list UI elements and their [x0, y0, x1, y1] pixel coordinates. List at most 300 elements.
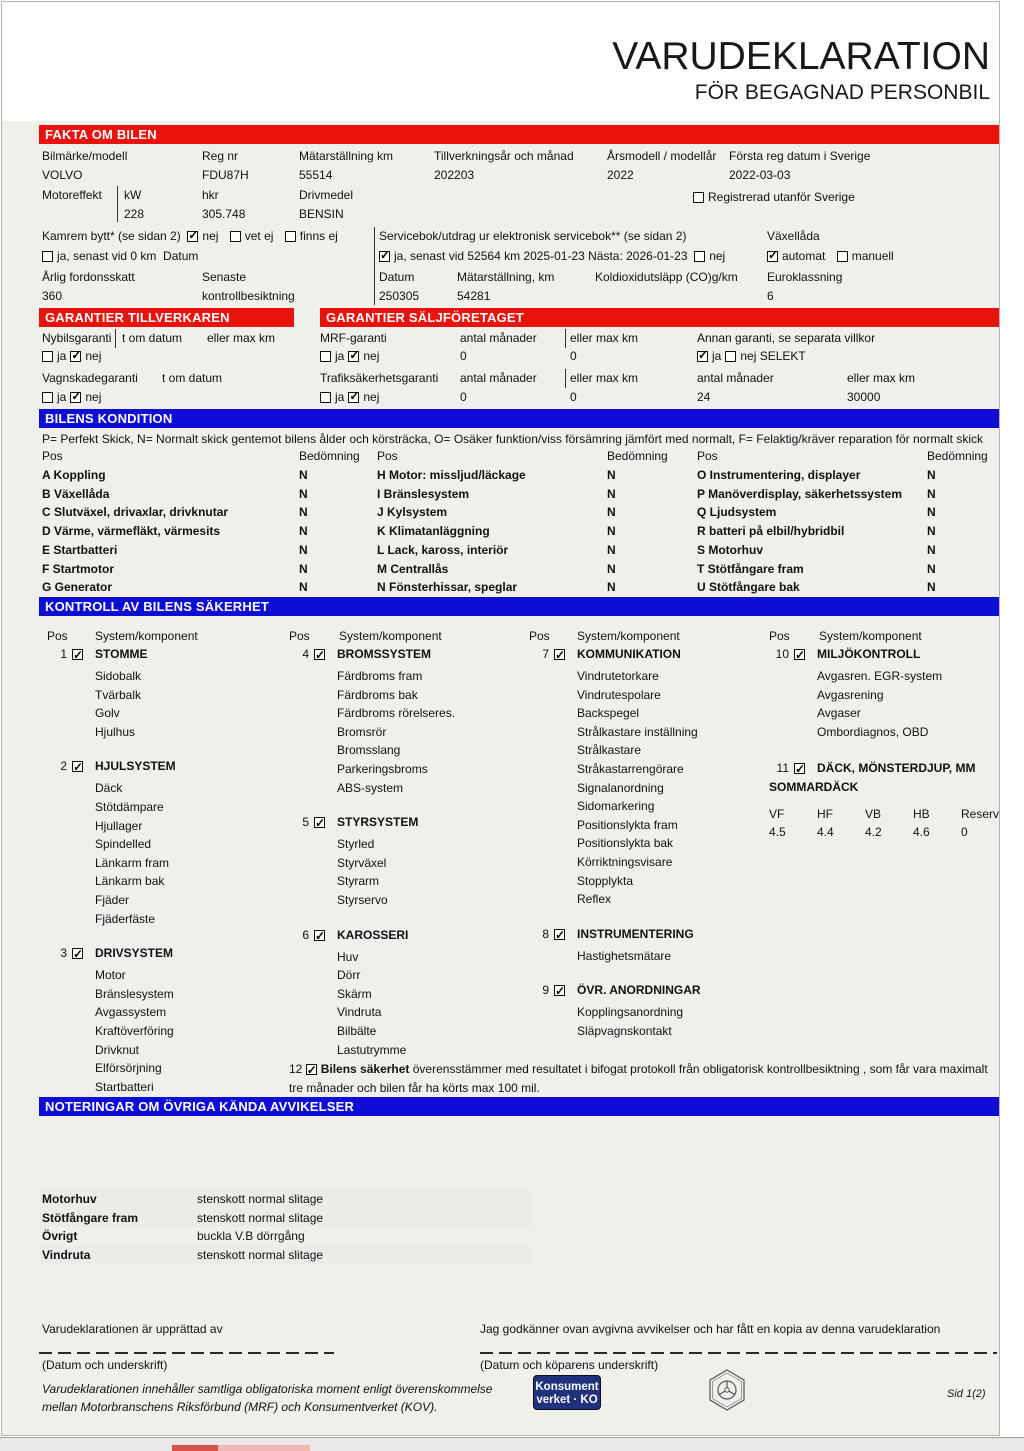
kondition-row	[377, 522, 616, 541]
kontroll-item: Startbatteri	[95, 1079, 154, 1094]
field-value-odometer: 55514	[299, 168, 333, 182]
kontroll-item: Fjäder	[95, 892, 130, 907]
kondition-grade: N	[299, 542, 308, 557]
checkbox-kamrem-ja[interactable]	[42, 251, 53, 262]
group-number: 2	[60, 759, 67, 774]
kontroll-item: Fjäderfäste	[95, 911, 156, 926]
kondition-column-2	[377, 466, 616, 597]
kondition-item-label: I Bränslesystem	[377, 486, 470, 501]
field-value-kw: 228	[124, 207, 145, 221]
field-label: kW	[124, 188, 142, 202]
kontroll-item: Länkarm bak	[95, 874, 165, 889]
kondition-row	[377, 503, 616, 522]
field-value-tax: 360	[42, 289, 63, 303]
group-name: STOMME	[95, 647, 148, 661]
kontroll-item: Avgasrening	[817, 687, 884, 702]
kondition-row	[42, 560, 308, 579]
kontroll-item: Styrservo	[337, 892, 388, 907]
kontroll-item: Stråkastarrengörare	[577, 761, 684, 776]
kontroll-item: Länkarm fram	[95, 855, 170, 870]
checkbox-trafik-ja[interactable]	[320, 392, 331, 403]
kondition-row	[42, 578, 308, 597]
section-header-garantier-saljforetaget: GARANTIER SÄLJFÖRETAGET	[320, 308, 999, 327]
kondition-column-1	[42, 466, 308, 597]
tyre-depth-value: 4.4	[817, 825, 834, 840]
group-checkbox[interactable]	[72, 649, 83, 660]
group-name: INSTRUMENTERING	[577, 926, 694, 941]
gearbox-field	[767, 249, 902, 263]
tyre-position-label: VF	[769, 806, 785, 821]
kondition-row	[697, 541, 936, 560]
field-label: antal månader	[460, 331, 537, 345]
checkbox-label: nej	[709, 249, 726, 263]
group-name: DRIVSYSTEM	[95, 946, 174, 961]
field-label: Drivmedel	[299, 188, 354, 202]
kontroll-item: Bromsrör	[337, 724, 387, 739]
checkbox-label: vet ej	[244, 229, 274, 243]
kondition-grade: N	[299, 580, 308, 595]
kontroll-item: Hjullager	[95, 818, 143, 833]
field-label: Bilmärke/modell	[42, 149, 128, 163]
kontroll-column-3	[529, 645, 769, 1057]
window-bottom-strip	[0, 1437, 1024, 1451]
field-label: Reg nr	[202, 149, 239, 163]
checkbox-label: ja	[57, 349, 67, 363]
tyre-depth-value: 4.2	[865, 825, 882, 840]
checkbox-manuell[interactable]	[837, 251, 848, 262]
field-label: eller max km	[847, 371, 916, 385]
doc-subtitle: FÖR BEGAGNAD PERSONBIL	[694, 81, 990, 104]
note-row	[39, 1209, 532, 1228]
group-number: 4	[302, 647, 309, 661]
servicebok-ja-field	[379, 249, 725, 263]
page-number: Sid 1(2)	[947, 1388, 986, 1400]
group-checkbox[interactable]	[314, 817, 325, 828]
group-name: DÄCK, MÖNSTERDJUP, MM	[817, 761, 976, 775]
checkbox-servicebok-ja[interactable]	[379, 251, 390, 262]
note-value: stenskott normal slitage	[197, 1210, 324, 1225]
kontroll-item: Skärm	[337, 986, 372, 1001]
kontroll-item: Huv	[337, 949, 359, 964]
field-value-hkr: 305.748	[202, 207, 246, 221]
tyre-subtitle: SOMMARDÄCK	[769, 780, 859, 794]
group-checkbox[interactable]	[314, 930, 325, 941]
kontroll-group	[289, 645, 529, 797]
divider	[565, 369, 566, 388]
group-checkbox[interactable]	[794, 763, 805, 774]
field-label: Växellåda	[767, 229, 820, 243]
group-checkbox[interactable]	[554, 985, 565, 996]
document-page	[1, 1, 1000, 1436]
field-value-trafik-maxkm: 0	[570, 390, 577, 404]
approval-label: Jag godkänner ovan avgivna avvikelser och har fått en kopia av denna varudeklaration	[480, 1322, 941, 1336]
field-value-mrf-months: 0	[460, 349, 467, 363]
checkbox-label: ja	[712, 349, 722, 363]
disclaimer-line-2: mellan Motorbranschens Riksförbund (MRF) och Konsumentverket (KOV).	[42, 1400, 438, 1414]
checkbox-label: nej	[740, 349, 757, 363]
column-header-pos: Pos	[769, 629, 790, 643]
kontroll-group	[289, 813, 529, 909]
group-number: 8	[542, 926, 549, 941]
tyre-depth-value: 0	[961, 825, 968, 840]
checkbox-mrf-nej[interactable]	[348, 351, 359, 362]
group-checkbox[interactable]	[314, 649, 325, 660]
field-label: hkr	[202, 188, 219, 202]
kontroll-item: Strålkastare	[577, 743, 642, 758]
kondition-item-label: U Stötfångare bak	[697, 580, 800, 595]
kondition-grade: N	[299, 486, 308, 501]
column-header-pos: Pos	[42, 449, 63, 463]
kondition-grade: N	[607, 542, 616, 557]
kondition-grade: N	[299, 524, 308, 539]
kontroll-item: Strålkastare inställning	[577, 724, 698, 739]
badge-line: Konsument	[535, 1381, 599, 1393]
field-label: Senaste	[202, 270, 247, 284]
annan-garanti-field	[697, 349, 806, 363]
field-value-annan-maxkm: 30000	[847, 390, 881, 404]
kondition-item-label: S Motorhuv	[697, 542, 763, 557]
kontroll-group	[529, 981, 769, 1040]
kontroll-item: Färdbroms rörelseres.	[337, 706, 456, 721]
checkbox-label: ja	[335, 349, 345, 363]
checkbox-nybils-ja[interactable]	[42, 351, 53, 362]
field-label: Tillverkningsår och månad	[434, 149, 574, 163]
checkbox-label: nej	[363, 349, 380, 363]
kontroll-item: Parkeringsbroms	[337, 761, 428, 776]
field-label: Nybilsgaranti	[42, 331, 112, 345]
kontroll-item: Tvärbalk	[95, 687, 142, 702]
checkbox-vagnskade-nej[interactable]	[70, 392, 81, 403]
kondition-item-label: P Manöverdisplay, säkerhetssystem	[697, 486, 902, 501]
kontroll-group	[47, 944, 287, 1096]
kondition-row	[697, 560, 936, 579]
kondition-row	[377, 541, 616, 560]
kondition-grade: N	[927, 468, 936, 482]
kondition-item-label: T Stötfångare fram	[697, 561, 804, 576]
group-checkbox[interactable]	[306, 1064, 317, 1075]
kontroll-item: Stopplykta	[577, 873, 634, 888]
divider	[374, 227, 375, 305]
kondition-row	[697, 522, 936, 541]
column-header-system: System/komponent	[577, 629, 680, 643]
kondition-grade: N	[927, 505, 936, 520]
divider	[115, 329, 116, 348]
field-label: Kamrem bytt* (se sidan 2)	[42, 229, 181, 243]
group-number: 5	[302, 815, 309, 830]
checkbox-label: automat	[782, 249, 826, 263]
kondition-item-label: H Motor: missljud/läckage	[377, 468, 526, 482]
checkbox-kamrem-nej[interactable]	[187, 231, 198, 242]
kontroll-item: Positionslykta bak	[577, 836, 674, 851]
kondition-legend: P= Perfekt Skick, N= Normalt skick gentemot bilens ålder och körsträcka, O= Osäker funktion/viss försämring jämfört med normalt, F= Felaktig/kräver reparation för normalt skick	[42, 432, 984, 446]
field-label: eller max km	[207, 331, 276, 345]
tyre-column	[913, 805, 961, 842]
kondition-grade: N	[927, 524, 936, 539]
field-label: Årsmodell / modellår	[607, 149, 717, 163]
field-label: Första reg datum i Sverige	[729, 149, 871, 163]
tyre-column	[961, 805, 1009, 842]
kondition-item-label: D Värme, värmefläkt, värmesits	[42, 524, 221, 539]
checkbox-label: ja, senast vid 52564 km 2025-01-23 Nästa: 2026-01-23	[394, 249, 688, 263]
tyre-column	[769, 805, 817, 842]
kamrem-field	[42, 229, 346, 243]
divider	[565, 329, 566, 348]
kondition-row	[42, 503, 308, 522]
section-header-kondition: BILENS KONDITION	[39, 409, 999, 428]
column-header-system: System/komponent	[339, 629, 442, 643]
kondition-row	[697, 485, 936, 504]
kamrem-ja-field	[42, 249, 198, 263]
kontroll-item: Reflex	[577, 892, 612, 907]
kontroll-group	[529, 645, 769, 909]
tyre-depth-value: 4.5	[769, 825, 786, 840]
column-header-pos: Pos	[289, 629, 310, 643]
kondition-row	[377, 578, 616, 597]
kontroll-item: Elförsörjning	[95, 1061, 162, 1076]
kontroll-item: Färdbroms fram	[337, 669, 423, 683]
kontroll-item: Spindelled	[95, 837, 152, 852]
kontroll-item: Sidobalk	[95, 669, 142, 683]
mrf-garanti-field	[320, 349, 379, 363]
field-value-first-reg: 2022-03-03	[729, 168, 791, 182]
noteringar-list	[39, 1190, 532, 1265]
kontroll-item: Avgasren. EGR-system	[817, 669, 943, 683]
kondition-item-label: B Växellåda	[42, 486, 110, 501]
kontroll-item: Backspegel	[577, 706, 640, 721]
checkbox-annan-ja[interactable]	[697, 351, 708, 362]
kontroll-item: Körriktningsvisare	[577, 854, 673, 869]
checkbox-annan-nej[interactable]	[725, 351, 736, 362]
group-checkbox[interactable]	[72, 948, 83, 959]
field-label: t om datum	[122, 331, 183, 345]
group-name: KOMMUNIKATION	[577, 647, 681, 661]
column-header-grade: Bedömning	[299, 449, 360, 463]
note-value: stenskott normal slitage	[197, 1192, 324, 1206]
kontroll-item: Signalanordning	[577, 780, 664, 795]
kondition-row	[42, 485, 308, 504]
note-row	[39, 1246, 532, 1265]
kontroll-item: Motor	[95, 968, 126, 983]
kontroll-item: Drivknut	[95, 1042, 140, 1057]
row12-text: överensstämmer med resultatet i bifogat protokoll från obligatorisk kontrollbesiktning , som får vara maximalt tre månader och bilen får ha körts max 100 mil.	[289, 1062, 988, 1095]
kontroll-item: Färdbroms bak	[337, 687, 418, 702]
kondition-row	[697, 578, 936, 597]
field-label: Mätarställning km	[299, 149, 394, 163]
kondition-grade: N	[927, 580, 936, 595]
kondition-grade: N	[299, 468, 308, 482]
note-label: Motorhuv	[42, 1192, 97, 1206]
kondition-row	[697, 503, 936, 522]
kondition-row	[377, 485, 616, 504]
kontroll-item: Golv	[95, 706, 120, 721]
kondition-grade: N	[299, 561, 308, 576]
kondition-item-label: K Klimatanläggning	[377, 524, 490, 539]
kondition-item-label: E Startbatteri	[42, 542, 118, 557]
kontroll-item: Positionslykta fram	[577, 817, 678, 832]
group-checkbox[interactable]	[72, 761, 83, 772]
kontroll-column-1	[47, 645, 287, 1112]
checkbox-registered-abroad[interactable]	[693, 192, 704, 203]
kondition-item-label: R batteri på elbil/hybridbil	[697, 524, 845, 539]
group-name: STYRSYSTEM	[337, 815, 419, 830]
column-header-pos: Pos	[377, 449, 398, 463]
checkbox-kamrem-finnsej[interactable]	[285, 231, 296, 242]
field-value-euro-class: 6	[767, 289, 774, 303]
kondition-row	[42, 466, 308, 485]
field-label: antal månader	[460, 371, 537, 385]
konsumentverket-logo	[533, 1375, 601, 1410]
section-header-garantier-tillverkaren: GARANTIER TILLVERKAREN	[39, 308, 294, 327]
note-label: Övrigt	[42, 1229, 78, 1244]
kontroll-item: Hjulhus	[95, 724, 136, 739]
kondition-row	[42, 522, 308, 541]
trafiksakerhets-field	[320, 390, 379, 404]
kondition-item-label: O Instrumentering, displayer	[697, 468, 861, 482]
registered-abroad-field	[693, 190, 855, 204]
field-value-inspection-date: 250305	[379, 289, 420, 303]
group-checkbox[interactable]	[794, 649, 805, 660]
kondition-item-label: Q Ljudsystem	[697, 505, 777, 520]
kontroll-group	[529, 925, 769, 966]
checkbox-nybils-nej[interactable]	[70, 351, 81, 362]
kontroll-group	[289, 926, 529, 1060]
kondition-item-label: G Generator	[42, 580, 113, 595]
kondition-row	[42, 541, 308, 560]
tyre-position-label: Reserv	[961, 806, 1000, 821]
signature-line-seller	[39, 1352, 334, 1354]
kontroll-group	[769, 645, 1009, 741]
group-number: 1	[60, 647, 67, 661]
checkbox-label: ja	[57, 390, 67, 404]
tyre-column	[817, 805, 865, 842]
field-label: Euroklassning	[767, 270, 843, 284]
kontroll-item: Styrväxel	[337, 855, 387, 870]
kondition-item-label: J Kylsystem	[377, 505, 448, 520]
tyre-column	[865, 805, 913, 842]
field-label: kontrollbesiktning	[202, 289, 295, 303]
note-value: buckla V.B dörrgång	[197, 1229, 305, 1244]
section-header-fakta: FAKTA OM BILEN	[39, 125, 999, 144]
column-header-grade: Bedömning	[927, 449, 988, 463]
tyre-depth-value: 4.6	[913, 825, 930, 840]
signature-caption-buyer: (Datum och köparens underskrift)	[480, 1358, 659, 1372]
field-label: eller max km	[570, 371, 639, 385]
checkbox-label: nej	[85, 349, 102, 363]
kontroll-item: Kopplingsanordning	[577, 1005, 684, 1020]
column-header-pos: Pos	[529, 629, 550, 643]
taskbar-pink-fragment	[218, 1445, 310, 1451]
kontroll-column-2	[289, 645, 529, 1075]
checkbox-kamrem-vetej[interactable]	[230, 231, 241, 242]
note-label: Vindruta	[42, 1248, 91, 1263]
field-value-regnr: FDU87H	[202, 168, 249, 182]
badge-line: verket · KO	[536, 1394, 598, 1406]
disclaimer-line-1: Varudeklarationen innehåller samtliga obligatoriska moment enligt överenskommelse	[42, 1382, 493, 1396]
group-name: MILJÖKONTROLL	[817, 647, 921, 661]
checkbox-automat[interactable]	[767, 251, 778, 262]
kondition-grade: N	[607, 524, 616, 539]
mrf-emblem-icon	[707, 1368, 747, 1412]
kontroll-item: Vindruta	[337, 1005, 382, 1020]
group-checkbox[interactable]	[554, 649, 565, 660]
kondition-grade: N	[927, 561, 936, 576]
checkbox-label: nej	[363, 390, 380, 404]
field-label: MRF-garanti	[320, 331, 387, 345]
checkbox-label: ja	[335, 390, 345, 404]
field-value-mrf-maxkm: 0	[570, 349, 577, 363]
vagnskadegaranti-field	[42, 390, 101, 404]
kondition-item-label: A Koppling	[42, 468, 106, 482]
kontroll-column-4	[769, 645, 1009, 757]
field-value-manufactured: 202203	[434, 168, 475, 182]
kontroll-item: Vindrutetorkare	[577, 669, 659, 683]
kontroll-item: Bilbälte	[337, 1023, 377, 1038]
kontroll-item: Avgaser	[817, 706, 861, 721]
kondition-grade: N	[607, 580, 616, 595]
field-label: Datum	[163, 249, 199, 263]
kontroll-item: Bromsslang	[337, 743, 401, 758]
group-number: 6	[302, 927, 309, 942]
kontroll-item: ABS-system	[337, 780, 404, 795]
column-header-grade: Bedömning	[607, 449, 668, 463]
column-header-system: System/komponent	[819, 629, 922, 643]
kontroll-item: Bränslesystem	[95, 986, 174, 1001]
field-value-annan-garanti: SELEKT	[759, 349, 806, 363]
taskbar-red-fragment	[172, 1445, 218, 1451]
tyre-table	[769, 805, 1009, 842]
kondition-grade: N	[607, 505, 616, 520]
column-header-system: System/komponent	[95, 629, 198, 643]
prepared-by-label: Varudeklarationen är upprättad av	[42, 1322, 223, 1336]
group-name: ÖVR. ANORDNINGAR	[577, 983, 701, 998]
kondition-row	[377, 560, 616, 579]
kondition-grade: N	[607, 468, 616, 482]
kontroll-item: Sidomarkering	[577, 799, 655, 814]
checkbox-servicebok-nej[interactable]	[694, 251, 705, 262]
kontroll-group	[47, 757, 287, 928]
field-value-trafik-months: 0	[460, 390, 467, 404]
checkbox-vagnskade-ja[interactable]	[42, 392, 53, 403]
checkbox-mrf-ja[interactable]	[320, 351, 331, 362]
note-label: Stötfångare fram	[42, 1210, 139, 1225]
divider	[117, 186, 118, 222]
nybilsgaranti-field	[42, 349, 101, 363]
group-name: KAROSSERI	[337, 927, 409, 942]
field-label: eller max km	[570, 331, 639, 345]
document-title-block	[382, 35, 990, 105]
checkbox-trafik-nej[interactable]	[348, 392, 359, 403]
field-label: Vagnskadegaranti	[42, 371, 138, 385]
kondition-item-label: L Lack, kaross, interiör	[377, 542, 509, 557]
checkbox-label: nej	[85, 390, 102, 404]
field-label: Koldioxidutsläpp (CO)g/km	[595, 270, 738, 284]
field-value-annan-months: 24	[697, 390, 711, 404]
checkbox-label: ja, senast vid 0 km	[57, 249, 157, 263]
field-label: Mätarställning, km	[457, 270, 555, 284]
section-header-noteringar: NOTERINGAR OM ÖVRIGA KÄNDA AVVIKELSER	[39, 1097, 999, 1116]
tyre-position-label: HB	[913, 806, 930, 821]
note-row	[39, 1227, 532, 1246]
kontroll-item: Styrarm	[337, 874, 379, 889]
group-number: 9	[542, 983, 549, 998]
group-checkbox[interactable]	[554, 929, 565, 940]
column-header-pos: Pos	[47, 629, 68, 643]
checkbox-label: finns ej	[299, 229, 338, 243]
note-value: stenskott normal slitage	[197, 1248, 324, 1263]
row12-bold: Bilens säkerhet	[320, 1062, 410, 1076]
field-label: t om datum	[162, 371, 223, 385]
kondition-grade: N	[927, 486, 936, 501]
